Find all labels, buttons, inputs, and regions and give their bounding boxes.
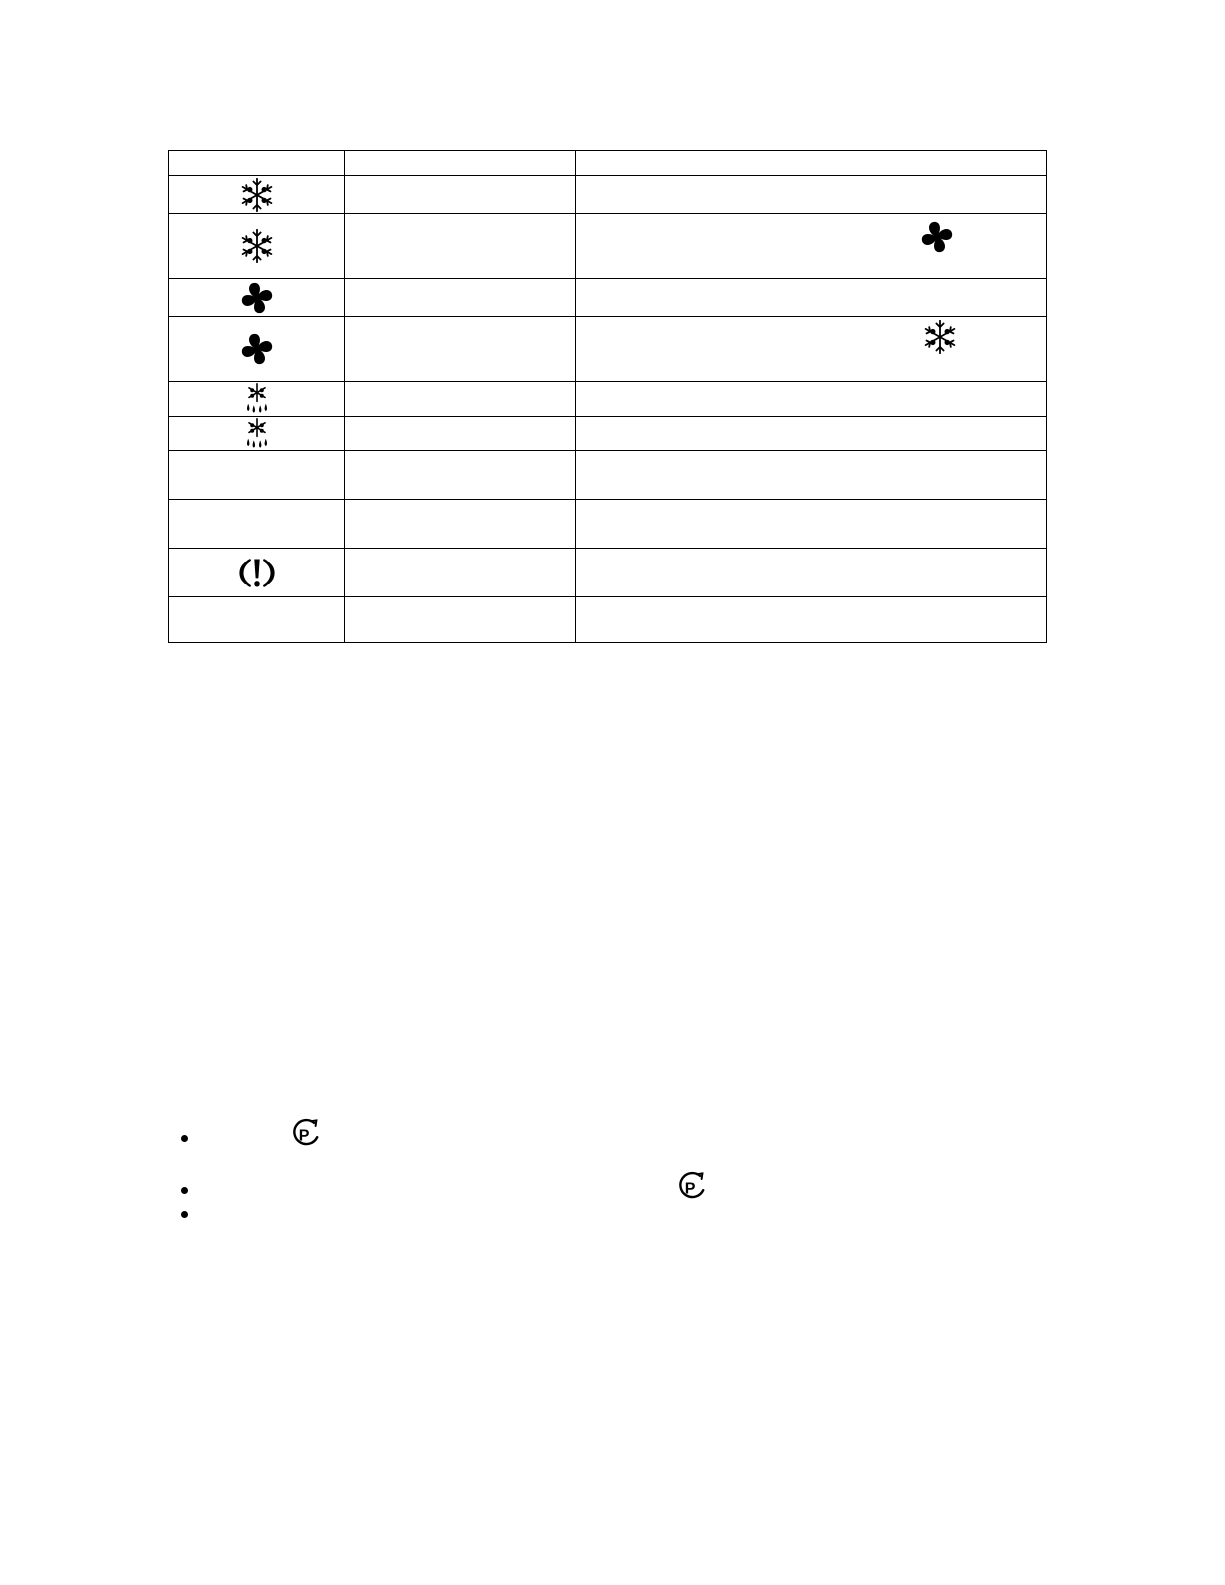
header-cell-description: [576, 151, 1047, 176]
header-cell-indication: [345, 151, 576, 176]
list-bullet: [181, 1135, 188, 1142]
indication-cell: [345, 417, 576, 451]
table-row: [169, 417, 1047, 451]
snowflake-drops-icon: [241, 383, 273, 415]
fan-icon: [239, 331, 275, 367]
description-cell: [576, 500, 1047, 549]
table-row: [169, 549, 1047, 597]
table-row: [169, 176, 1047, 214]
icon-cell: [169, 451, 345, 500]
indication-cell: [345, 317, 576, 382]
header-cell-symbol: [169, 151, 345, 176]
description-cell: [576, 279, 1047, 317]
icon-cell: [169, 417, 345, 451]
icon-cell: [169, 317, 345, 382]
indicator-legend-table: [168, 150, 1047, 643]
description-cell: [576, 382, 1047, 417]
table-row: [169, 317, 1047, 382]
indication-cell: [345, 597, 576, 643]
description-cell: [576, 417, 1047, 451]
icon-cell: [169, 214, 345, 279]
description-cell: [576, 451, 1047, 500]
snowflake-drops-icon: [241, 418, 273, 450]
list-bullet: [181, 1187, 188, 1194]
description-cell: [576, 549, 1047, 597]
description-cell: [576, 597, 1047, 643]
indication-cell: [345, 382, 576, 417]
indication-cell: [345, 500, 576, 549]
alarm-exclamation-icon: [239, 555, 275, 591]
table-row: [169, 451, 1047, 500]
icon-cell: [169, 597, 345, 643]
fan-icon: [919, 219, 955, 255]
indication-cell: [345, 214, 576, 279]
indication-cell: [345, 549, 576, 597]
table-row: [169, 597, 1047, 643]
icon-cell: [169, 500, 345, 549]
description-cell: [576, 317, 1047, 382]
indication-cell: [345, 279, 576, 317]
icon-cell: [169, 176, 345, 214]
indication-cell: [345, 451, 576, 500]
table-row: [169, 214, 1047, 279]
fan-icon: [239, 280, 275, 316]
snowflake-icon: [922, 319, 958, 355]
icon-cell: [169, 279, 345, 317]
description-cell: [576, 214, 1047, 279]
table-row: [169, 500, 1047, 549]
table-row: [169, 382, 1047, 417]
icon-cell: [169, 549, 345, 597]
list-bullet: [181, 1211, 188, 1218]
snowflake-icon: [239, 177, 275, 213]
description-cell: [576, 176, 1047, 214]
table-row: [169, 279, 1047, 317]
program-p-icon: [290, 1118, 322, 1150]
snowflake-icon: [239, 228, 275, 264]
icon-cell: [169, 382, 345, 417]
indication-cell: [345, 176, 576, 214]
table-header-row: [169, 151, 1047, 176]
program-p-icon: [676, 1171, 708, 1203]
